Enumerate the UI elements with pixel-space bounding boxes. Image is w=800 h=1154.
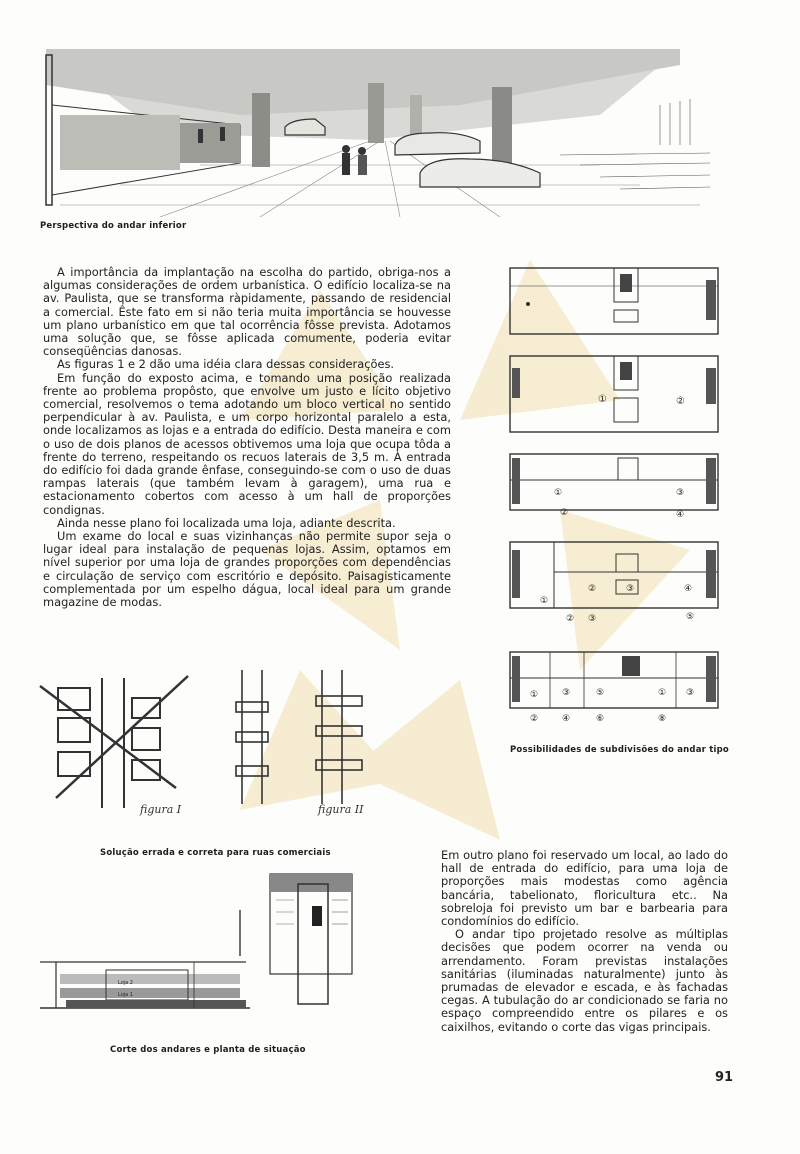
floor-plan-1 [508, 266, 722, 338]
plan-4-label: ⑤ [686, 612, 695, 622]
section-site-plan [36, 870, 408, 1020]
caption-section-plan: Corte dos andares e planta de situação [110, 1045, 306, 1055]
plan-5-label: ② [530, 714, 539, 724]
plan-4-label: ④ [684, 584, 693, 594]
plan-5-label: ③ [562, 688, 571, 698]
right-column-text [441, 849, 728, 1034]
floor-plan-3 [508, 452, 722, 514]
plan-5-label: ④ [562, 714, 571, 724]
figure-2-label: figura II [318, 803, 364, 816]
section-label-loja2: Loja 2 [118, 980, 133, 986]
plan-4-label: ② [588, 584, 597, 594]
plan-5-label: ① [658, 688, 667, 698]
caption-subdivisions: Possibilidades de subdivisões do andar tipo [510, 745, 729, 755]
plan-4-label: ③ [626, 584, 635, 594]
plan-5-label: ③ [686, 688, 695, 698]
plan-5-label: ① [530, 690, 539, 700]
floor-plan-2 [508, 354, 722, 438]
perspective-sketch [40, 45, 720, 217]
plan-3-label: ④ [676, 510, 685, 520]
plan-4-label: ③ [588, 614, 597, 624]
plan-3-label: ① [554, 488, 563, 498]
caption-perspective: Perspectiva do andar inferior [40, 221, 187, 231]
plan-5-label: ⑧ [658, 714, 667, 724]
plan-3-label: ③ [676, 488, 685, 498]
plan-2-label: ① [598, 394, 607, 405]
plan-5-label: ⑥ [596, 714, 605, 724]
paragraph: A importância da implantação na escolha do partido, obriga-nos a algumas considerações de ordem urbanística. O edifício localiza-se na av. Paulista, que se transforma ràpidamente, passando de residencial a comercial. Êste fato em si não teria muita importância se houvesse um plano urbanístico em que tal ocorrência fôsse prevista. Adotamos uma solução que, se fôsse aplicada comumente, poderia evitar conseqüências danosas. [43, 265, 451, 359]
paragraph: Em outro plano foi reservado um local, ao lado do hall de entrada do edifício, para uma loja de proporções mais modestas como agência bancária, tabelionato, floricultura etc.. Na sobreloja foi previsto um bar e barbearia para condomínios do edifício. [441, 848, 728, 929]
paragraph: Um exame do local e suas vizinhanças não permite supor seja o lugar ideal para instalação de pequenas lojas. Assim, optamos em nível superior por uma loja de grandes proporções com dependências e circulação de serviço com escritório e depósito. Paisagisticamente complementada por um espelho dágua, local ideal para um grande magazine de modas. [43, 529, 451, 610]
plan-3-label: ② [560, 508, 569, 518]
paragraph: As figuras 1 e 2 dão uma idéia clara dessas considerações. [57, 357, 395, 372]
plan-2-label: ② [676, 396, 685, 407]
floor-plan-5 [508, 650, 722, 712]
plan-5-label: ⑤ [596, 688, 605, 698]
paragraph: Ainda nesse plano foi localizada uma loja, adiante descrita. [57, 515, 396, 530]
paragraph: Em função do exposto acima, e tomando uma posição realizada frente ao problema propôsto, que envolve um justo e lícito objetivo comercial, resolvemos o tema adotando um bloco vertical no sentido perpendicular à av. Paulista, e um corpo horizontal paralelo a esta, onde localizamos as lojas e a entrada do edifício. Desta maneira e com o uso de dois planos de acessos obtivemos uma loja que ocupa tôda a frente do terreno, respeitando os recuos laterais de 3,5 m. À entrada do edifício foi dada grande ênfase, conseguindo-se com o uso de duas rampas laterais (que também levam à garagem), uma rua e estacionamento cobertos com acesso à um hall de proporções condignas. [43, 370, 451, 517]
plan-4-label: ② [566, 614, 575, 624]
floor-plans [508, 266, 722, 724]
caption-street-solution: Solução errada e correta para ruas comerciais [100, 848, 331, 858]
paragraph: O andar tipo projetado resolve as múltiplas decisões que podem ocorrer na venda ou arrendamento. Foram previstas instalações sanitárias (iluminadas naturalmente) junto às prumadas de elevador e escada, e às fachadas cegas. A tubulação do ar condicionado se faria no espaço compreendido entre os pilares e os caixilhos, evitando o corte das vigas principais. [441, 927, 728, 1034]
figure-1-label: figura I [140, 803, 182, 816]
page-number: 91 [715, 1070, 734, 1085]
plan-4-label: ① [540, 596, 549, 606]
section-label-loja1: Loja 1 [118, 992, 133, 998]
left-column-text [43, 266, 451, 609]
